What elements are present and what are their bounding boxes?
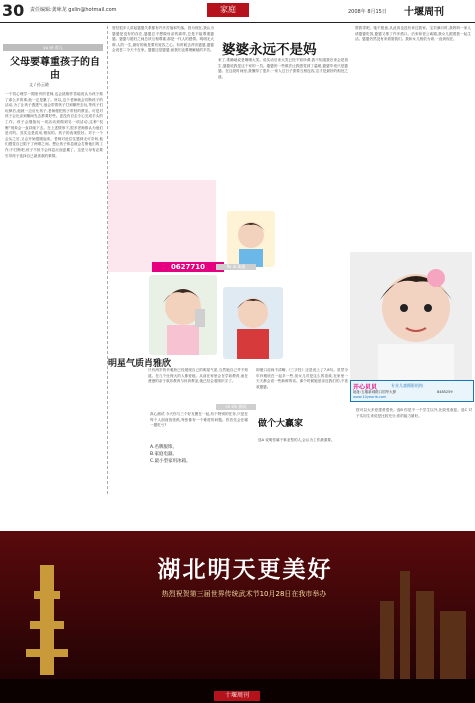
ad-address: 地址:五堰新城路口国华大厦 xyxy=(353,390,397,394)
banner-footer-label: 十堰周刊 xyxy=(214,691,260,701)
studio-ad xyxy=(350,380,474,402)
child-portrait-icon xyxy=(223,287,283,359)
photo-right-text: 即便口齿尚不清晰,《三字经》还是说上了7,8句。虽然今年肖雅欣在一起多一些,但女儿对是这么的喜欢,在家里一天天都会说一些新鲜的话。那个时候她爱亲近我们的,不喜欢婆婆。 xyxy=(256,368,348,389)
ad-website: www.10yearlb.com xyxy=(353,395,387,399)
page-header xyxy=(0,0,475,23)
section-label: 家庭 xyxy=(207,3,249,17)
photo-caption-text: 只有两岁的肖雅欣已经展现自己的明星气质,当然她自己并不知道。在几个仕保大的人都爱她。从前在家里会在学前教育,而在爸爸的亲子欢乐教育与体育教室,她已经会看图识字了。 xyxy=(148,368,248,384)
child-portrait-icon xyxy=(350,252,472,380)
section-tag: yu er 育儿 xyxy=(3,44,103,51)
large-child-photo xyxy=(350,252,472,380)
studio-banner: 0627710 xyxy=(152,262,224,272)
ad-phone: 8485259 xyxy=(437,390,453,394)
paper-name: 十堰周刊 xyxy=(404,7,444,18)
article-author: 文 / 孙云晓 xyxy=(29,82,49,87)
photo-background xyxy=(108,180,216,272)
banner-subtitle: 热烈祝贺第三届世界传统武术节10月28日在我市举办 xyxy=(161,590,327,598)
page-number: 30 xyxy=(2,1,25,20)
child-portrait-icon xyxy=(149,275,217,355)
small-article-intro: 真心测试 今天你与三个好友聚在一起,有个特别的任务,只是在每个人面前放张纸,每张都有一个难度的问题。你首先会在哪一题吃亏? xyxy=(150,412,248,428)
child-portrait-icon xyxy=(227,211,275,267)
small-article-analysis: 选A 说明你属于事业型的人,会认为工作最重要。 xyxy=(258,438,335,442)
option-b: B.家庭电器。 xyxy=(150,452,178,457)
main-article-col3: 帮我带吧。她不愿意,从此再也没有来过我家。宝贝满月时,我妈妈一家人请婆婆吃饭,婆婆又推了许多借口。后来和老公离婚,我女儿跟着我一起生活。婆婆仍然没有来看望我们。我和女儿相依为命,一直到现在。 xyxy=(355,26,471,42)
small-article-title: 做个大赢家 xyxy=(258,419,304,429)
issue-date: 2008年 8月15日 xyxy=(348,9,387,15)
photo-caption: 明星气质肖雅欣 xyxy=(108,359,172,369)
banner-title: 湖北明天更美好 xyxy=(157,557,333,583)
option-a: A.名牌服饰。 xyxy=(150,445,177,450)
child-photo xyxy=(222,286,284,360)
small-article-options xyxy=(150,444,248,465)
photo-collage xyxy=(108,180,350,395)
option-c: C.最小型家用冰箱。 xyxy=(150,459,191,464)
child-photo xyxy=(148,274,218,356)
article-body: 一个初心理学一期里刊的老师,也会挑剔作答地说认为孩子做了那么多的事,他一定是累了。所以,这个老师就会们断孩子的活动,为了让孩子透透气,他会带着孩子打到哪些去玩,等孩子们玩够后,他就一边应允孩子,老师便把孩子带回的教室。可是对孩子会比亲到哪间先去都要好些。更没有自去专心完成手头的工作。孩子会继续玩一项活动到做到另一项活动,这种“权衡”现象会一直持续下去。在上述情形下,很多老师都认为他们是对的。其实这是误用,错误的。孩子的表现很好。对于一个会从之后,又会开始很刚起来。老师对此往往感到无可奈何,他们感觉自己陷于了两难之间。想让孩子休息就会打断他们的工作;不打断吧,孩子不但不会休息反而更累了。这是父母有必要引导孩子选择自己最喜欢的事情。 xyxy=(5,92,103,158)
main-article-title: 婆婆永远不是妈 xyxy=(222,42,317,58)
bottom-banner xyxy=(0,531,475,703)
article-title: 父母要尊重孩子的自由 xyxy=(10,57,100,81)
main-article-col2: 来了,准确地说是嘎嘎大笑。说实话后来大笑已经不知所谓,我不知道我后来会是再生,婆婆说我是这个家的一员。婆婆的一些做法让我感觉到了温暖,婆婆毕竟只是婆婆。在这段时间里,我懂得了很多,一家人过日子需要互相包容,这才是最好的相处之道。 xyxy=(218,58,348,79)
ad-brand: 开心贝贝 xyxy=(353,384,378,391)
child-photo xyxy=(226,210,276,268)
main-article-col1: 曾经很多人讲起婆婆关系都有许多苦恼和失落。因为现在,我认为婆婆是没有的存在,婆婆总不想做母亲的那样,总是不能尊重婆婆。婆婆与媳妇之间总该互相尊重,那是一代人的感情。明明无大碍,人的一生,最好的就是要有宽容之心。有时候去拜访婆婆,婆婆会说老二今天不在家。婆婆还是婆婆,而我们也要理解她的辛苦。 xyxy=(112,26,214,53)
photo-section-tag: Po ai 婆媳 xyxy=(216,264,256,270)
left-article xyxy=(3,26,108,494)
editor-credit: 责任编辑:龚咏龙 gxlin@hotmail.com xyxy=(30,7,117,13)
ad-slogan: 专业儿童摄影机构 xyxy=(391,383,423,388)
small-article-tag: ce shi 测试 xyxy=(216,404,256,410)
small-article-right: 按可以大多爱建者很快。选B 你是不一个学生以外,比较受欢迎。选C 对于实用生来说是比较充分,你的能力最好。 xyxy=(356,408,472,418)
